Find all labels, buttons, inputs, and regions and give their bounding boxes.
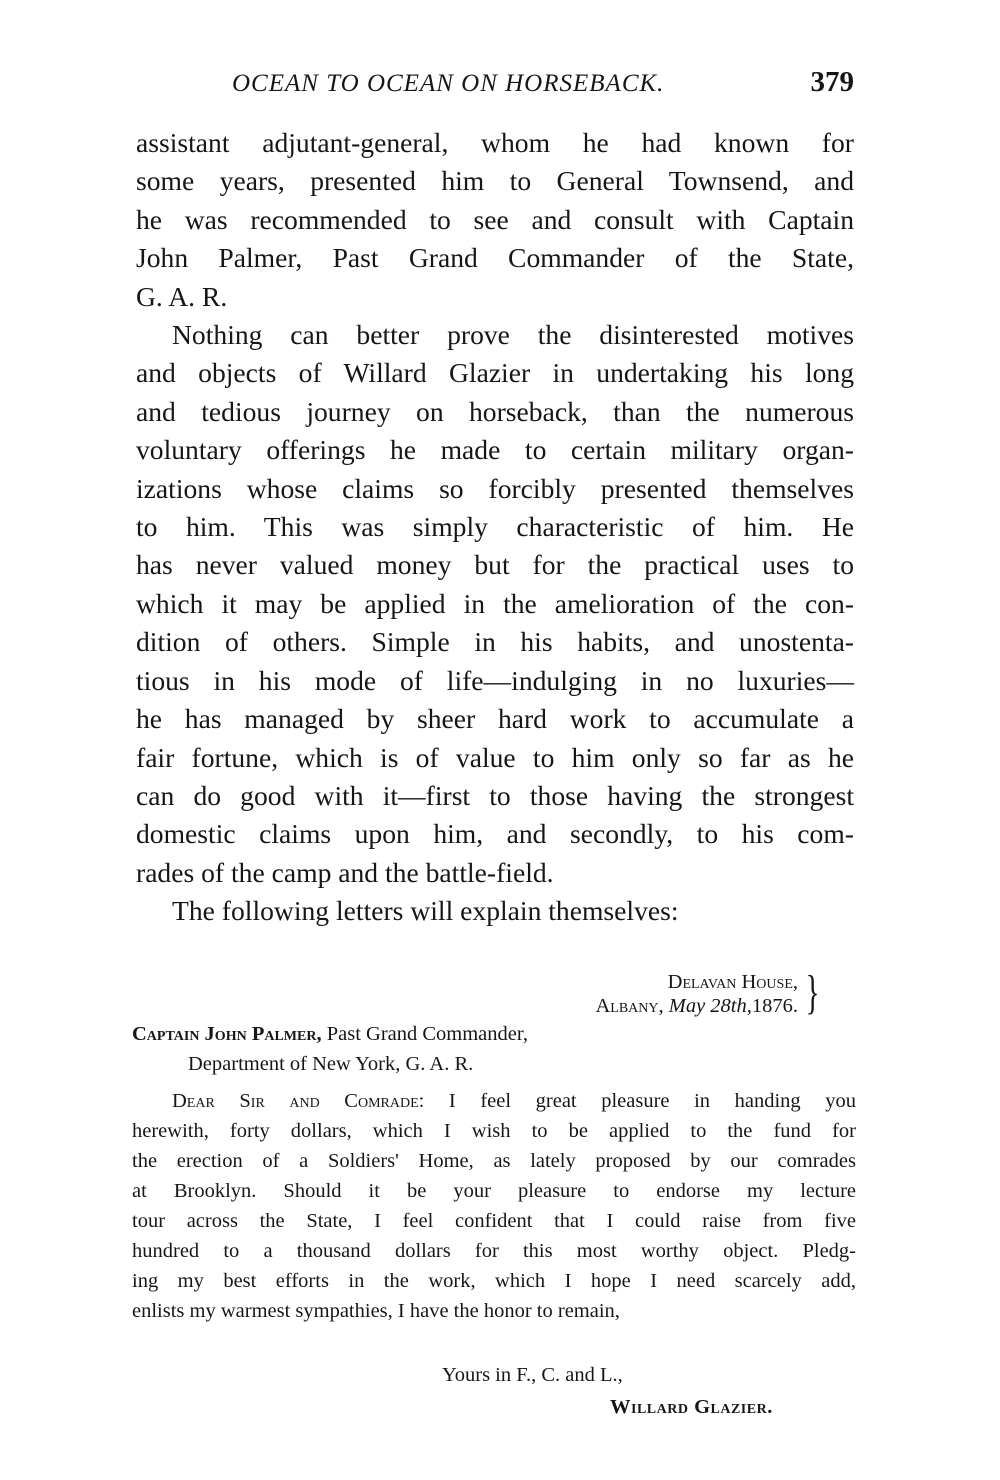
letter-line: herewith, forty dollars, which I wish to be applied to the fund for xyxy=(132,1120,856,1142)
brace-glyph: } xyxy=(805,966,820,1019)
running-title: OCEAN TO OCEAN ON HORSEBACK. xyxy=(232,70,665,97)
paragraph-1 xyxy=(136,124,854,316)
letter-line: tour across the State, I feel confident that I could raise from five xyxy=(132,1210,856,1232)
recipient-department: Department of New York, G. A. R. xyxy=(188,1053,474,1075)
text-line: G. A. R. xyxy=(136,280,228,312)
text-line: dition of others. Simple in his habits, and unostenta- xyxy=(136,626,854,658)
text-line: some years, presented him to General Townsend, and xyxy=(136,165,854,197)
text-line: he was recommended to see and consult with Captain xyxy=(136,203,854,235)
text-line: to him. This was simply characteristic of him. He xyxy=(136,511,854,543)
dateline-city: Albany, xyxy=(595,995,664,1017)
letter-line: enlists my warmest sympathies, I have the honor to remain, xyxy=(132,1300,620,1322)
recipient-name: Captain John Palmer, xyxy=(132,1023,322,1045)
letter-closing: Yours in F., C. and L., xyxy=(442,1364,623,1386)
text-line: John Palmer, Past Grand Commander of the State, xyxy=(136,242,854,274)
recipient-title: Past Grand Commander, xyxy=(321,1023,529,1045)
dateline-date xyxy=(595,991,798,1021)
text-line: which it may be applied in the amelioration of the con- xyxy=(136,587,854,619)
text-line: rades of the camp and the battle-field. xyxy=(136,856,554,888)
text-line: and tedious journey on horseback, than the numerous xyxy=(136,395,854,427)
text-line: The following letters will explain themselves: xyxy=(172,895,679,927)
paragraph-2 xyxy=(136,316,854,892)
dateline-year: 1876. xyxy=(751,995,798,1017)
letter-line: the erection of a Soldiers' Home, as lately proposed by our comrades xyxy=(132,1150,856,1172)
letter-line xyxy=(132,1086,856,1116)
recipient-line xyxy=(132,1019,528,1049)
dateline-month-day: May 28th, xyxy=(668,995,752,1017)
body-text xyxy=(136,124,854,931)
letter-line: ing my best efforts in the work, which I hope I need scarcely add, xyxy=(132,1270,856,1292)
dateline-place: Delavan House, xyxy=(667,971,798,993)
running-head xyxy=(136,66,854,106)
letter-line: at Brooklyn. Should it be your pleasure to endorse my lecture xyxy=(132,1180,856,1202)
text-line: tious in his mode of life—indulging in no luxuries— xyxy=(136,664,854,696)
paragraph-3 xyxy=(136,892,854,930)
text-line: has never valued money but for the practical uses to xyxy=(136,549,854,581)
text-line: izations whose claims so forcibly presented themselves xyxy=(136,472,854,504)
salutation: Dear Sir and Comrade: xyxy=(172,1090,425,1112)
letter-line-text: I feel great pleasure in handing you xyxy=(424,1090,856,1112)
letter-signature: Willard Glazier. xyxy=(610,1396,773,1418)
text-line: voluntary offerings he made to certain military organ- xyxy=(136,434,854,466)
text-line: domestic claims upon him, and secondly, to his com- xyxy=(136,818,854,850)
page-number: 379 xyxy=(810,66,854,98)
text-line: Nothing can better prove the disinterested motives xyxy=(172,319,854,351)
letter-body xyxy=(132,1086,856,1326)
text-line: assistant adjutant-general, whom he had known for xyxy=(136,127,854,158)
text-line: and objects of Willard Glazier in undertaking his long xyxy=(136,357,854,389)
text-line: fair fortune, which is of value to him only so far as he xyxy=(136,741,854,773)
text-line: he has managed by sheer hard work to accumulate a xyxy=(136,703,854,735)
letter-line: hundred to a thousand dollars for this most worthy object. Pledg- xyxy=(132,1240,856,1262)
text-line: can do good with it—first to those having the strongest xyxy=(136,779,854,811)
